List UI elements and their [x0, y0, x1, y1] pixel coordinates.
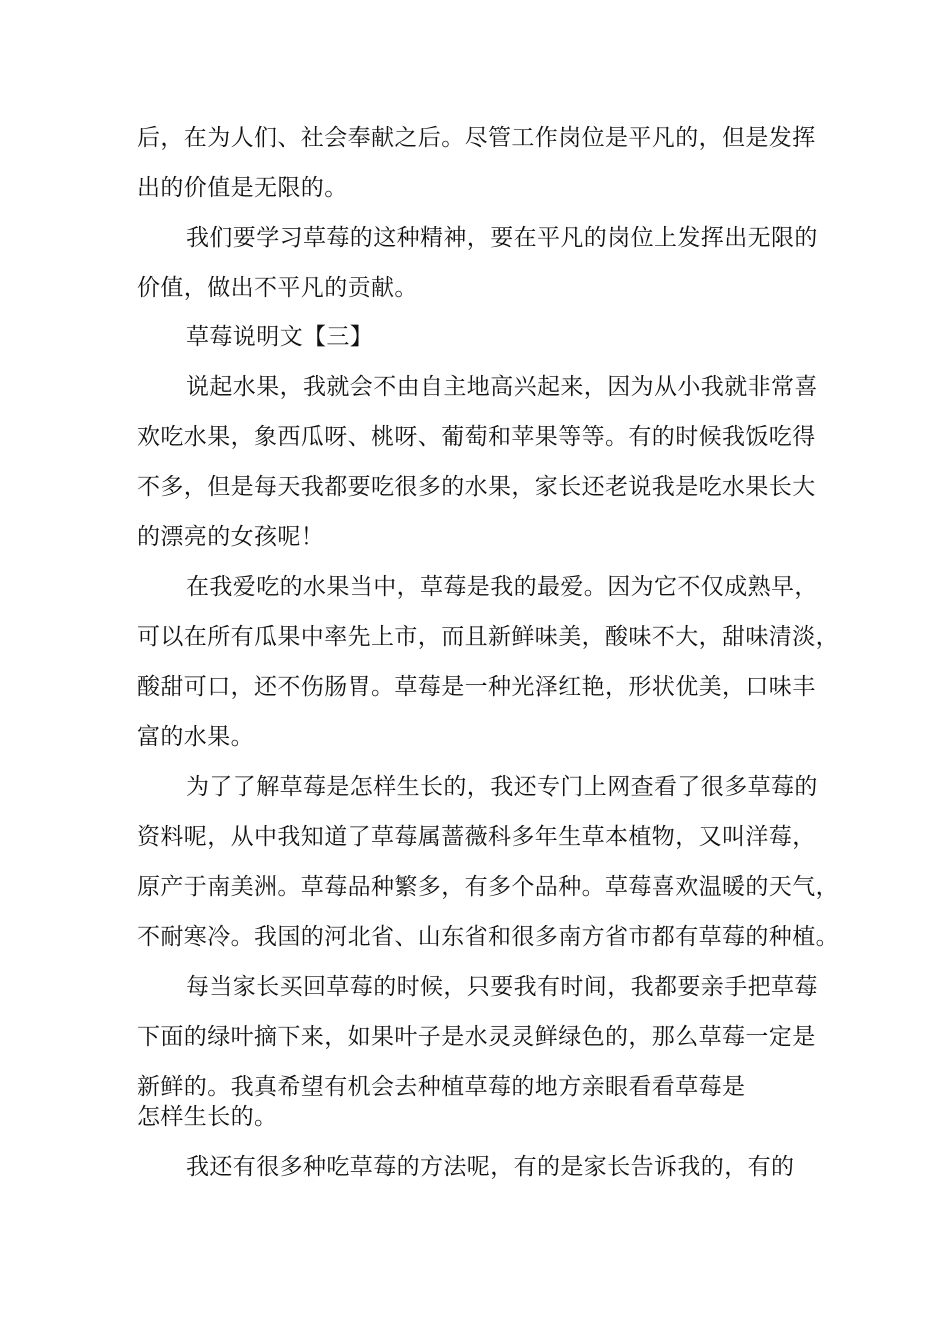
text-line: 不耐寒冷。我国的河北省、山东省和很多南方省市都有草莓的种植。 — [137, 924, 839, 950]
text-line: 资料呢，从中我知道了草莓属蔷薇科多年生草本植物，又叫洋莓， — [137, 824, 816, 850]
text-line: 的漂亮的女孩呢！ — [137, 524, 325, 550]
text-line: 原产于南美洲。草莓品种繁多，有多个品种。草莓喜欢温暖的天气， — [137, 874, 839, 900]
paragraph-start-line: 说起水果，我就会不由自主地高兴起来，因为从小我就非常喜 — [186, 374, 818, 400]
section-heading: 草莓说明文【三】 — [186, 324, 374, 350]
paragraph-start-line: 在我爱吃的水果当中，草莓是我的最爱。因为它不仅成熟早， — [186, 574, 818, 600]
text-line: 酸甜可口，还不伤肠胃。草莓是一种光泽红艳，形状优美，口味丰 — [137, 674, 816, 700]
text-line: 富的水果。 — [137, 724, 254, 750]
text-line: 价值，做出不平凡的贡献。 — [137, 275, 418, 301]
text-line: 后，在为人们、社会奉献之后。尽管工作岗位是平凡的，但是发挥 — [137, 125, 816, 151]
text-line: 可以在所有瓜果中率先上市，而且新鲜味美，酸味不大，甜味清淡， — [137, 624, 839, 650]
text-line: 怎样生长的。 — [137, 1104, 278, 1130]
paragraph-start-line: 每当家长买回草莓的时候，只要我有时间，我都要亲手把草莓 — [186, 974, 818, 1000]
text-line: 欢吃水果，象西瓜呀、桃呀、葡萄和苹果等等。有的时候我饭吃得 — [137, 424, 816, 450]
paragraph-start-line: 我还有很多种吃草莓的方法呢，有的是家长告诉我的，有的 — [186, 1154, 795, 1180]
text-line: 出的价值是无限的。 — [137, 175, 348, 201]
paragraph-start-line: 我们要学习草莓的这种精神，要在平凡的岗位上发挥出无限的 — [186, 225, 818, 251]
text-line: 新鲜的。我真希望有机会去种植草莓的地方亲眼看看草莓是 — [137, 1074, 746, 1100]
text-line: 不多，但是每天我都要吃很多的水果，家长还老说我是吃水果长大 — [137, 474, 816, 500]
paragraph-start-line: 为了了解草莓是怎样生长的，我还专门上网查看了很多草莓的 — [186, 774, 818, 800]
text-line: 下面的绿叶摘下来，如果叶子是水灵灵鲜绿色的，那么草莓一定是 — [137, 1024, 816, 1050]
